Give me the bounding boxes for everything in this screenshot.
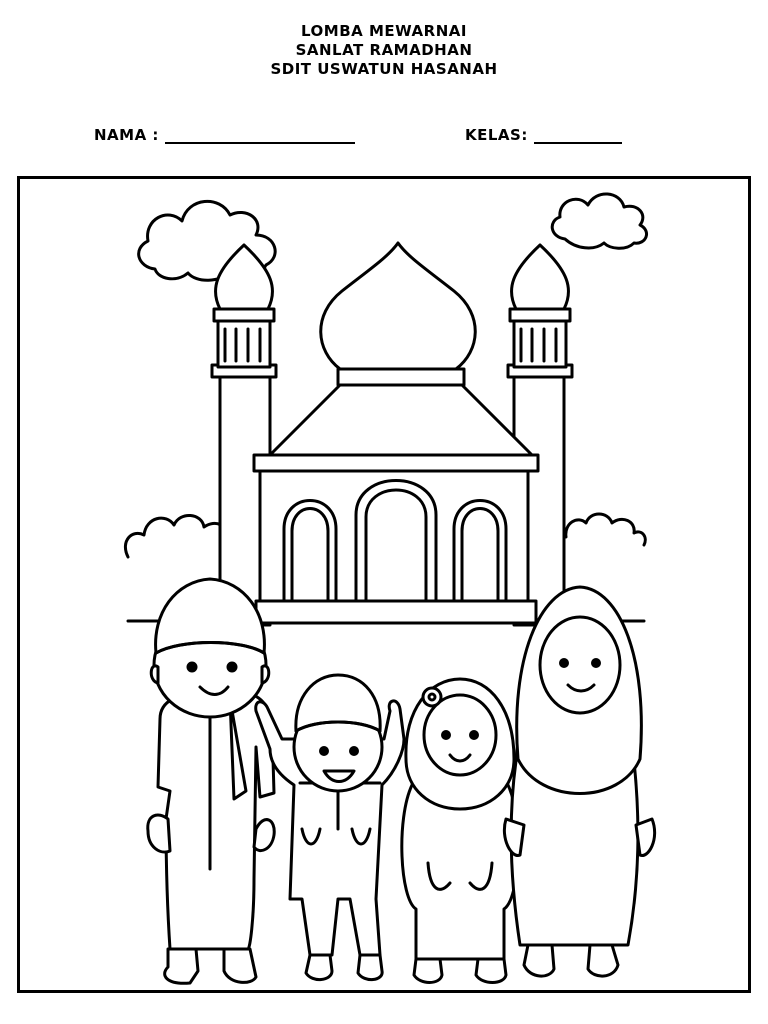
student-fields [0, 126, 768, 148]
title-line-1: LOMBA MEWARNAI [301, 22, 467, 40]
cloud-icon [552, 194, 646, 248]
name-field[interactable] [94, 126, 355, 144]
family-figures-icon [148, 579, 655, 983]
father-figure [148, 579, 274, 983]
coloring-frame [17, 176, 751, 993]
class-blank-line[interactable] [534, 128, 622, 144]
title-line-2: SANLAT RAMADHAN [295, 41, 473, 59]
class-label: KELAS: [465, 126, 528, 144]
mosque-icon [212, 243, 572, 625]
coloring-illustration [20, 179, 748, 990]
boy-figure [256, 675, 404, 980]
class-field[interactable] [465, 126, 622, 144]
title-line-3: SDIT USWATUN HASANAH [270, 60, 498, 78]
name-blank-line[interactable] [165, 128, 355, 144]
girl-figure [402, 679, 518, 983]
name-label: NAMA : [94, 126, 159, 144]
mother-figure [504, 587, 654, 976]
worksheet-heading [0, 22, 768, 79]
